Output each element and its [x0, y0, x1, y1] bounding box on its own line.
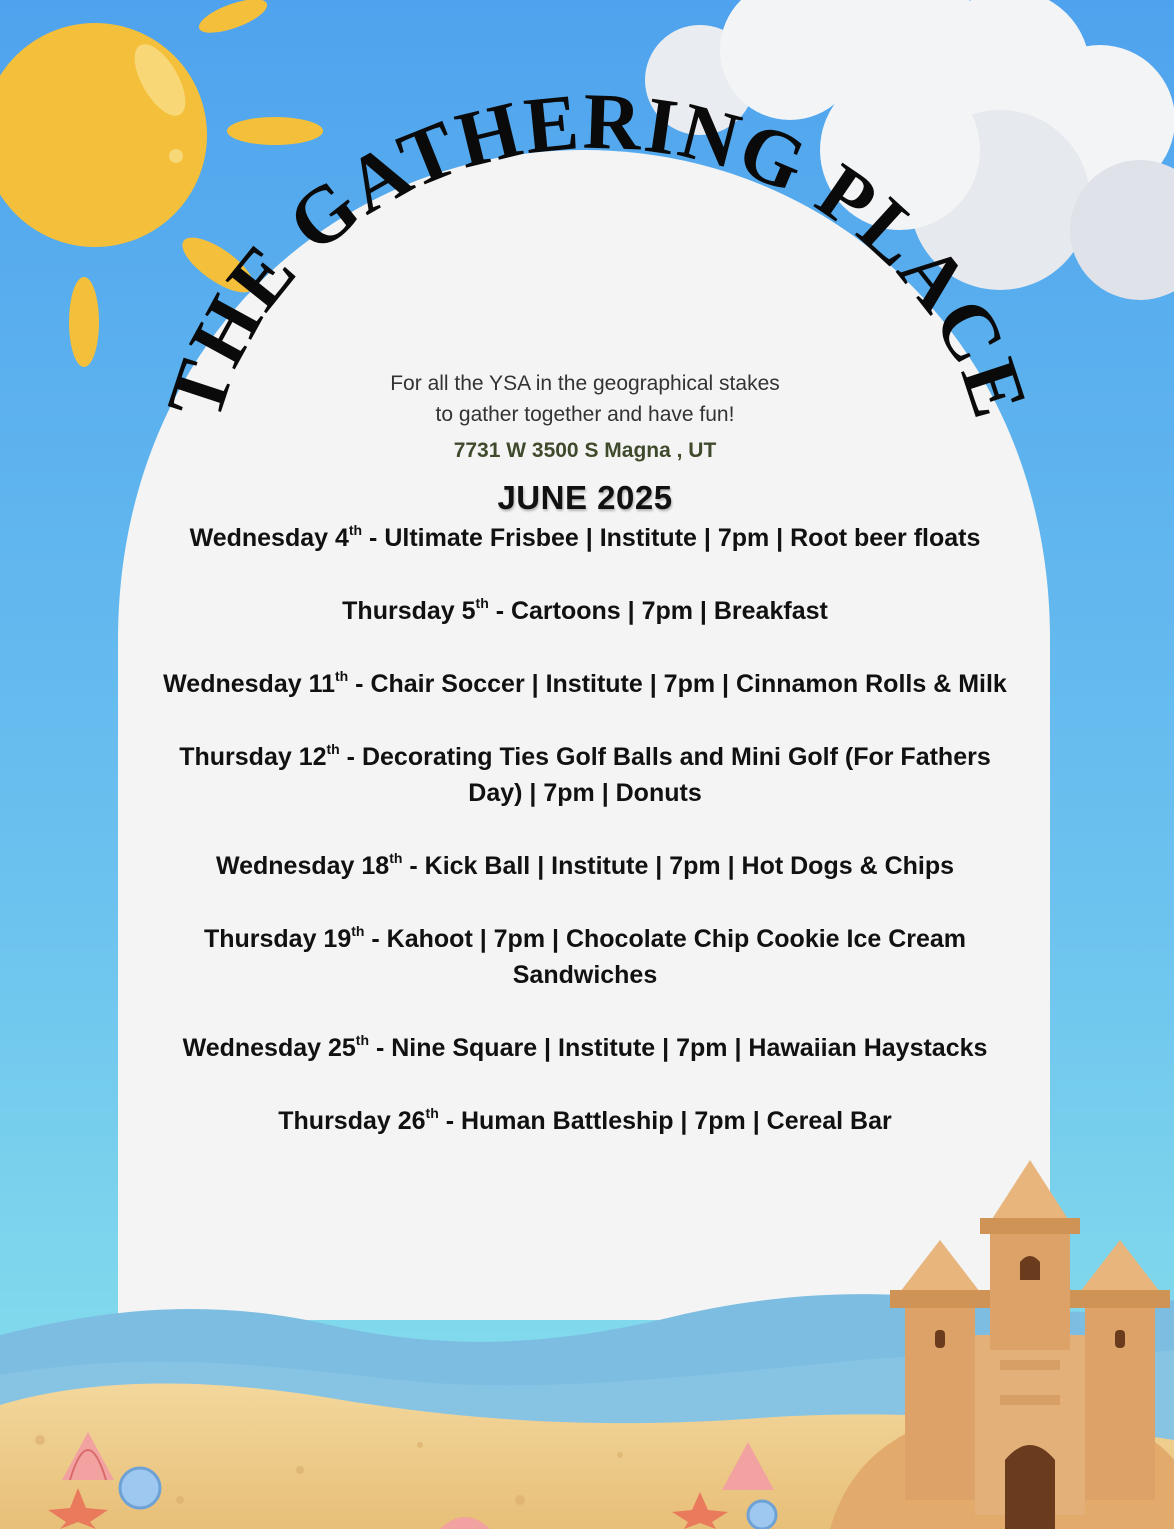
event-day-suffix: th: [425, 1105, 439, 1121]
event-day-suffix: th: [351, 923, 365, 939]
event-item: [150, 1103, 1020, 1139]
event-day: Thursday 12: [179, 743, 327, 771]
event-day-suffix: th: [355, 1032, 370, 1048]
event-item: [150, 666, 1020, 702]
event-day-suffix: th: [335, 668, 349, 684]
event-details: - Ultimate Frisbee | Institute | 7pm | Root beer floats: [362, 524, 981, 552]
event-details: - Cartoons | 7pm | Breakfast: [488, 597, 828, 625]
event-day-suffix: th: [389, 850, 403, 866]
flyer-title-text: THE GATHERING PLACE: [150, 77, 1045, 430]
event-details: - Kick Ball | Institute | 7pm | Hot Dogs & Chips: [402, 852, 955, 880]
event-day-suffix: th: [326, 741, 340, 757]
event-day: Thursday 26: [278, 1107, 426, 1135]
tagline-line-2: to gather together and have fun!: [435, 403, 735, 426]
event-address: 7731 W 3500 S Magna , UT: [453, 439, 717, 462]
event-item: [150, 1030, 1020, 1066]
event-day: Wednesday 4: [189, 524, 349, 552]
event-day: Wednesday 25: [182, 1034, 356, 1062]
event-item: [150, 520, 1020, 556]
event-item: [150, 739, 1020, 811]
event-details: - Human Battleship | 7pm | Cereal Bar: [438, 1107, 892, 1135]
event-day: Wednesday 11: [163, 670, 336, 698]
event-schedule: [150, 520, 1020, 1176]
event-item: [150, 593, 1020, 629]
event-details: - Decorating Ties Golf Balls and Mini Golf (For Fathers Day) | 7pm | Donuts: [339, 743, 991, 807]
event-day-suffix: th: [475, 595, 489, 611]
event-day: Wednesday 18: [215, 852, 390, 880]
event-details: - Kahoot | 7pm | Chocolate Chip Cookie Ice Cream Sandwiches: [364, 925, 967, 989]
event-day-suffix: th: [348, 522, 363, 538]
event-day: Thursday 19: [203, 925, 352, 953]
event-details: - Nine Square | Institute | 7pm | Hawaiian Haystacks: [369, 1034, 988, 1062]
month-heading: JUNE 2025: [497, 479, 673, 516]
event-item: [150, 848, 1020, 884]
event-item: [150, 921, 1020, 993]
event-details: - Chair Soccer | Institute | 7pm | Cinnamon Rolls & Milk: [348, 670, 1007, 698]
tagline-line-1: For all the YSA in the geographical stakes: [390, 372, 780, 395]
tagline: [150, 368, 1020, 430]
event-day: Thursday 5: [342, 597, 476, 625]
